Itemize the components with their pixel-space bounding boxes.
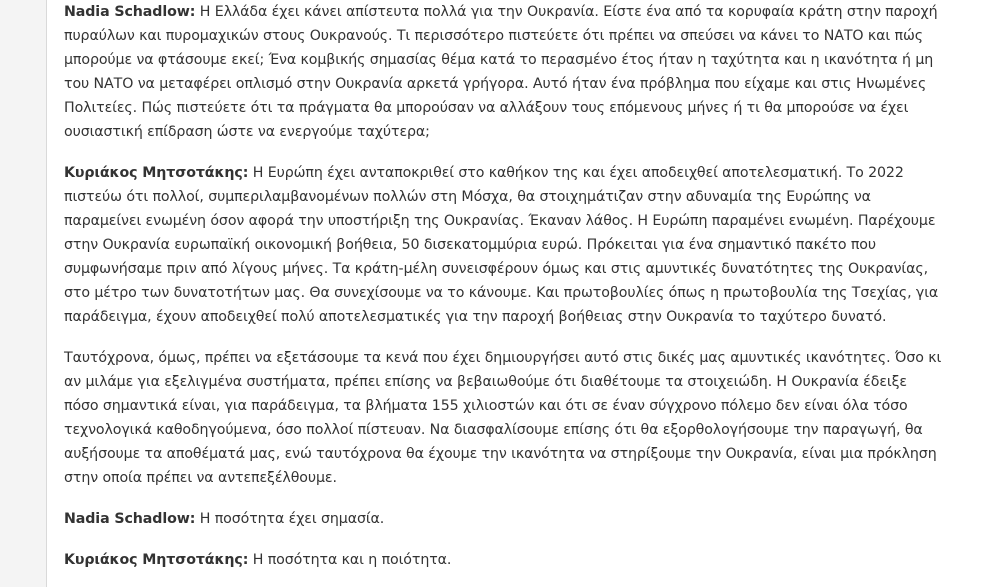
- transcript-paragraph: [64, 161, 944, 329]
- paragraph-text: Η Ευρώπη έχει ανταποκριθεί στο καθήκον της και έχει αποδειχθεί αποτελεσματική. Το 2022 πιστεύω ότι πολλοί, συμπεριλαμβανομένων πολλών στη Μόσχα, θα στοιχημάτιζαν στην αδυναμία της Ευρώπης να παραμείνει ενωμένη όσον αφορά την υποστήριξη της Ουκρανίας. Έκαναν λάθος. Η Ευρώπη παραμένει ενωμένη. Παρέχουμε στην Ουκρανία ευρωπαϊκή οικονομική βοήθεια, 50 δισεκατομμύρια ευρώ. Πρόκειται για ένα σημαντικό πακέτο που συμφωνήσαμε πριν από λίγους μήνες. Τα κράτη-μέλη συνεισφέρουν όμως και στις αμυντικές δυνατότητες της Ουκρανίας, στο μέτρο των δυνατοτήτων μας. Θα συνεχίσουμε να το κάνουμε. Και πρωτοβουλίες όπως η πρωτοβουλία της Τσεχίας, για παράδειγμα, έχουν αποδειχθεί πολύ αποτελεσματικές για την παροχή βοήθειας στην Ουκρανία το ταχύτερο δυνατό.: [64, 165, 939, 325]
- speaker-name: Nadia Schadlow:: [64, 4, 196, 20]
- speaker-name: Κυριάκος Μητσοτάκης:: [64, 552, 249, 568]
- paragraph-text: Ταυτόχρονα, όμως, πρέπει να εξετάσουμε τα κενά που έχει δημιουργήσει αυτό στις δικές μας αμυντικές ικανότητες. Όσο κι αν μιλάμε για εξελιγμένα συστήματα, πρέπει επίσης να βεβαιωθούμε ότι διαθέτουμε τα στοιχειώδη. Η Ουκρανία έδειξε πόσο σημαντικά είναι, για παράδειγμα, τα βλήματα 155 χιλιοστών και ότι σε έναν σύγχρονο πόλεμο δεν είναι όλα τόσο τεχνολογικά καθοδηγούμενα, όσο πολλοί πίστευαν. Να διασφαλίσουμε επίσης ότι θα εξορθολογήσουμε την παραγωγή, θα αυξήσουμε τα αποθέματά μας, ενώ ταυτόχρονα θα έχουμε την ικανότητα να στηρίξουμε την Ουκρανία, είναι μια πρόκληση στην οποία πρέπει να αντεπεξέλθουμε.: [64, 350, 942, 486]
- transcript-paragraph: [64, 507, 944, 531]
- paragraph-text: Η ποσότητα και η ποιότητα.: [248, 552, 452, 568]
- article-page: [46, 0, 1003, 587]
- speaker-name: Κυριάκος Μητσοτάκης:: [64, 165, 249, 181]
- transcript-paragraph: [64, 346, 944, 490]
- transcript-paragraph: [64, 0, 944, 144]
- transcript-paragraph: [64, 548, 944, 572]
- paragraph-text: Η Ελλάδα έχει κάνει απίστευτα πολλά για την Ουκρανία. Είστε ένα από τα κορυφαία κράτη στην παροχή πυραύλων και πυρομαχικών στους Ουκρανούς. Τι περισσότερο πιστεύετε ότι πρέπει να σπεύσει να κάνει το ΝΑΤΟ και πώς μπορούμε να φτάσουμε εκεί; Ένα κομβικής σημασίας θέμα κατά το περασμένο έτος ήταν η ταχύτητα και η ικανότητα ή μη του ΝΑΤΟ να μεταφέρει οπλισμό στην Ουκρανία αρκετά γρήγορα. Αυτό ήταν ένα πρόβλημα που είχαμε και στις Ηνωμένες Πολιτείες. Πώς πιστεύετε ότι τα πράγματα θα μπορούσαν να αλλάξουν τους επόμενους μήνες ή τι θα μπορούσε να έχει ουσιαστική επίδραση ώστε να ενεργούμε ταχύτερα;: [64, 4, 938, 140]
- interview-transcript: [64, 0, 944, 587]
- speaker-name: Nadia Schadlow:: [64, 511, 196, 527]
- paragraph-text: Η ποσότητα έχει σημασία.: [195, 511, 385, 527]
